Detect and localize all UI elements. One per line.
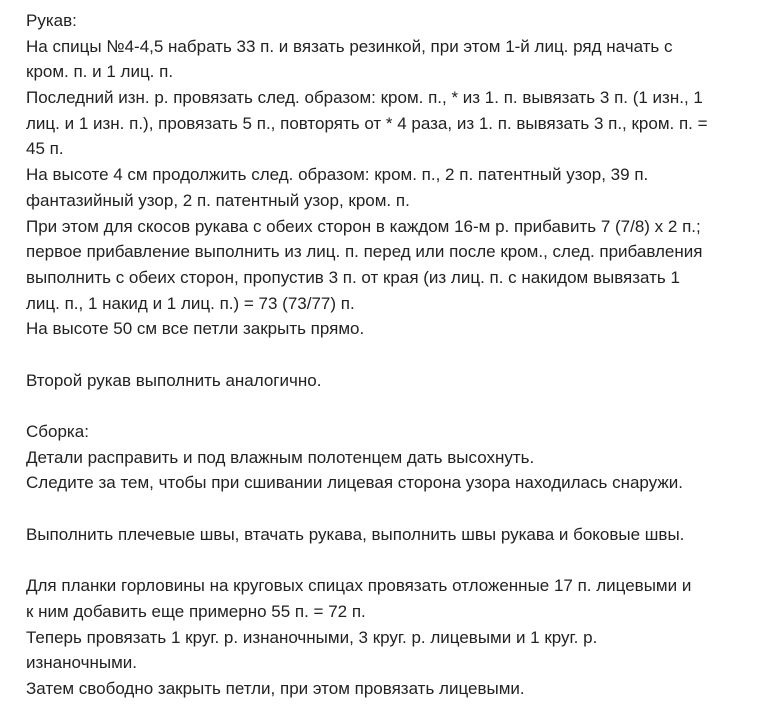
seams-text: Выполнить плечевые швы, втачать рукава, выполнить швы рукава и боковые швы. (26, 524, 685, 544)
text-line: лиц. и 1 изн. п.), провязать 5 п., повторять от * 4 раза, из 1. п. вывязать 3 п., кром. п. = (26, 113, 708, 133)
text-line: Теперь провязать 1 круг. р. изнаночными, 3 круг. р. лицевыми и 1 круг. р. (26, 627, 598, 647)
text-line: Для планки горловины на круговых спицах провязать отложенные 17 п. лицевыми и (26, 576, 692, 596)
paragraph-gap (26, 547, 776, 573)
sleeve-section (26, 8, 776, 342)
text-line: Последний изн. р. провязать след. образом: кром. п., * из 1. п. вывязать 3 п. (1 изн., 1 (26, 88, 703, 108)
assembly-heading: Сборка: (26, 422, 89, 441)
assembly-section (26, 419, 776, 496)
text-line: Детали расправить и под влажным полотенцем дать высохнуть. (26, 447, 535, 467)
neckband-section (26, 573, 776, 701)
paragraph-gap (26, 496, 776, 522)
text-line: изнаночными. (26, 653, 137, 673)
text-line: На высоте 4 см продолжить след. образом: кром. п., 2 п. патентный узор, 39 п. (26, 165, 649, 185)
text-line: лиц. п., 1 накид и 1 лиц. п.) = 73 (73/77) п. (26, 293, 355, 313)
text-line: Следите за тем, чтобы при сшивании лицевая сторона узора находилась снаружи. (26, 473, 683, 493)
text-line: На высоте 50 см все петли закрыть прямо. (26, 319, 365, 339)
text-line: 45 п. (26, 139, 64, 159)
text-line: При этом для скосов рукава с обеих сторон в каждом 16-м р. прибавить 7 (7/8) х 2 п.; (26, 216, 701, 236)
text-line: первое прибавление выполнить из лиц. п. перед или после кром., след. прибавления (26, 242, 703, 262)
text-line: На спицы №4-4,5 набрать 33 п. и вязать резинкой, при этом 1-й лиц. ряд начать с (26, 36, 673, 56)
paragraph-gap (26, 393, 776, 419)
text-line: выполнить с обеих сторон, пропустив 3 п. от края (из лиц. п. с накидом вывязать 1 (26, 267, 680, 287)
second-sleeve-text: Второй рукав выполнить аналогично. (26, 370, 322, 390)
text-line: кром. п. и 1 лиц. п. (26, 62, 174, 82)
text-line: Затем свободно закрыть петли, при этом провязать лицевыми. (26, 678, 525, 698)
paragraph-gap (26, 342, 776, 368)
sleeve-heading: Рукав: (26, 11, 77, 30)
text-line: фантазийный узор, 2 п. патентный узор, кром. п. (26, 190, 410, 210)
text-line: к ним добавить еще примерно 55 п. = 72 п. (26, 601, 366, 621)
